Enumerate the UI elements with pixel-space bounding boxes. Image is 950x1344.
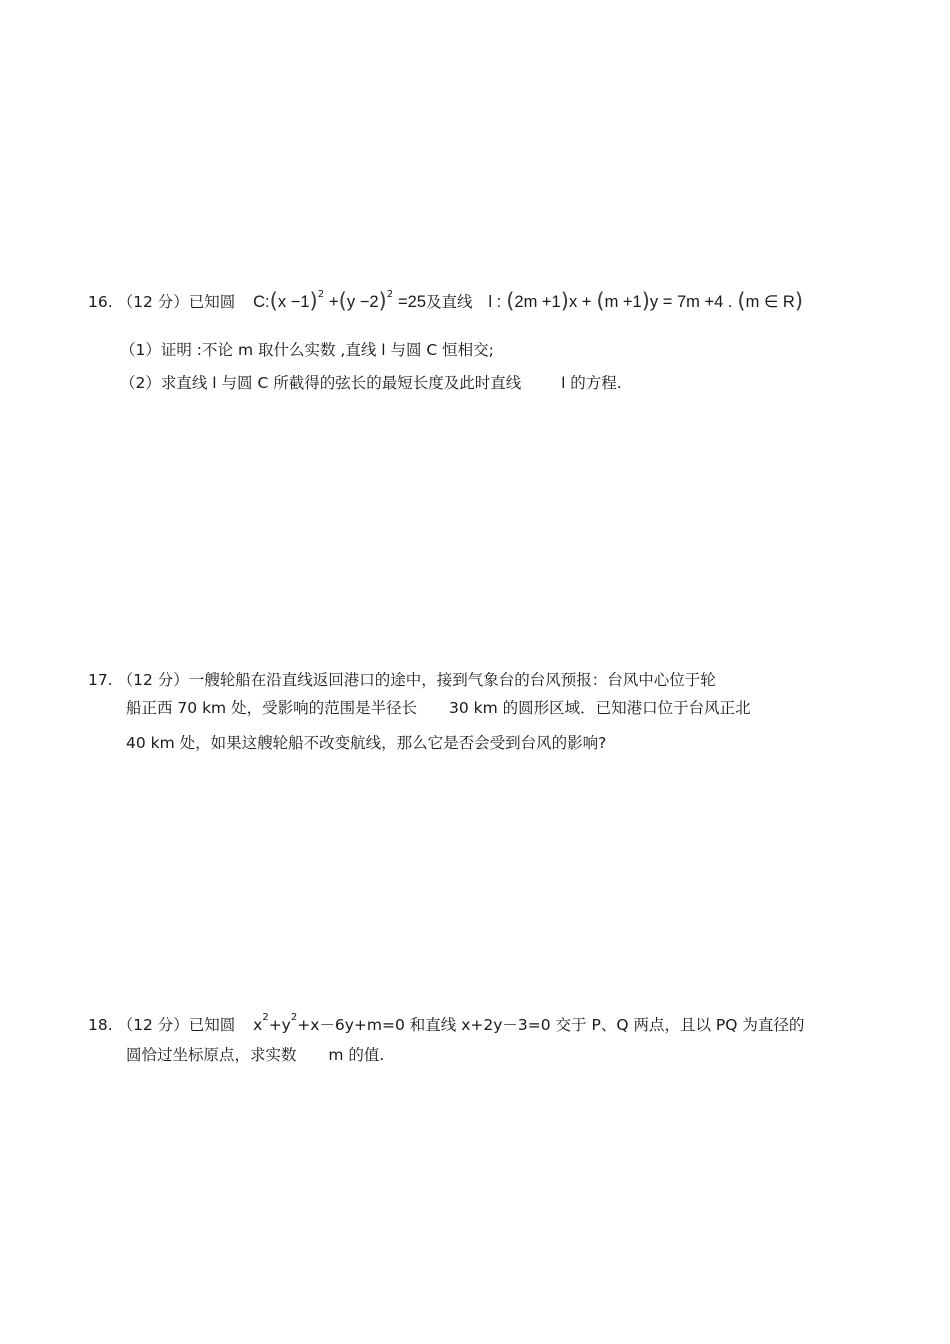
q16-exp1: 2 — [317, 289, 325, 300]
q16-line-label: l : — [488, 293, 502, 311]
q16-paren-close-5: ) — [794, 289, 804, 313]
q18-plus-y: +y — [268, 1016, 291, 1034]
q16-paren-close-3: ) — [560, 289, 569, 313]
q16-paren-open-4: ( — [596, 289, 605, 313]
q17-line1 — [88, 669, 716, 691]
q18-line1-rest: +x－6y+m=0 和直线 x+2y－3=0 交于 P、Q 两点，且以 PQ 为直径的 — [297, 1016, 805, 1034]
q17-line2-b: 30 km 的圆形区域．已知港口位于台风正北 — [448, 699, 751, 717]
q18-x: x — [253, 1016, 263, 1034]
q16-paren-close-4: ) — [641, 289, 650, 313]
q16-number: 16. — [88, 293, 113, 311]
q16-eq-x: x −1 — [277, 293, 310, 311]
q16-exp2: 2 — [386, 289, 394, 300]
q16-line-eq-b: m +1 — [604, 293, 642, 311]
q17-line2 — [126, 697, 751, 719]
q18-line2 — [126, 1044, 384, 1066]
q16-line-x: x + — [568, 293, 592, 311]
q18-line1-a: （12 分）已知圆 — [117, 1016, 236, 1034]
q16-part2-a: （2）求直线 l 与圆 C 所截得的弦长的最短长度及此时直线 — [120, 374, 522, 392]
q16-part2 — [120, 372, 622, 394]
q16-eq-plus: + — [329, 293, 339, 311]
q18-line1 — [88, 1014, 804, 1039]
q17-line3: 40 km 处，如果这艘轮船不改变航线，那么它是否会受到台风的影响? — [126, 734, 607, 752]
q16-paren-open-5: ( — [737, 289, 746, 313]
q16-eq-y: y −2 — [346, 293, 379, 311]
q16-part2-b: l 的方程. — [561, 374, 622, 392]
q18-exp2: 2 — [290, 1012, 298, 1023]
q16-paren-open-2: ( — [338, 289, 347, 313]
q16-line-eq-a: 2m +1 — [514, 293, 561, 311]
q18-line2-a: 圆恰过坐标原点，求实数 — [126, 1046, 297, 1064]
q18-exp1: 2 — [262, 1012, 269, 1023]
q17-line2-a: 船正西 70 km 处，受影响的范围是半径长 — [126, 699, 418, 717]
q16-line-domain: m ∈ R — [745, 293, 795, 311]
q17-line1-text: （12 分）一艘轮船在沿直线返回港口的途中，接到气象台的台风预报：台风中心位于轮 — [117, 671, 716, 689]
q16-paren-open-1: ( — [269, 289, 278, 313]
q18-number: 18. — [88, 1016, 113, 1034]
q18-line2-b: m 的值. — [328, 1046, 385, 1064]
q16-score: （12 分） — [117, 293, 189, 311]
q16-intro: 已知圆 — [188, 293, 236, 311]
q16-line-rhs: y = 7m +4 . — [649, 293, 733, 311]
q16-paren-close-2: ) — [378, 289, 387, 313]
q16-circle-label: C: — [253, 293, 270, 311]
q16-and-line: 及直线 — [426, 293, 473, 311]
q16-paren-open-3: ( — [506, 289, 515, 313]
q16-part1: （1）证明 :不论 m 取什么实数 ,直线 l 与圆 C 恒相交; — [120, 341, 494, 359]
q16-paren-close-1: ) — [309, 289, 318, 313]
q17-number: 17. — [88, 671, 113, 689]
q16-eq-rhs: =25 — [398, 293, 427, 311]
q16-line1 — [88, 290, 803, 316]
